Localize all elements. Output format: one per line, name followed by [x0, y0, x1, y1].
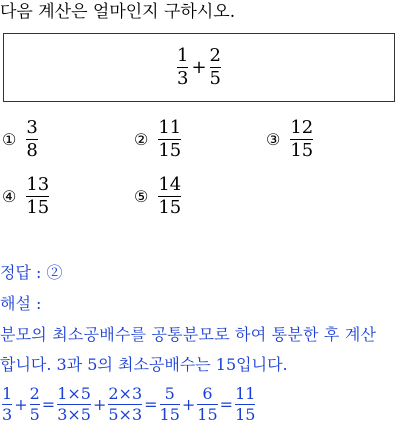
eq-equals-2: = — [144, 394, 158, 414]
choice-4[interactable] — [2, 175, 49, 218]
choice-2-marker: ② — [134, 129, 149, 149]
choice-2[interactable] — [134, 118, 181, 161]
eq-fraction-6: $\frac{6}{15}$ — [197, 384, 218, 424]
choice-2-fraction: $\frac{11}{15}$ — [158, 117, 182, 161]
choice-1-marker: ① — [2, 129, 17, 149]
choice-4-fraction: $\frac{13}{15}$ — [26, 174, 50, 218]
choice-1-fraction: $\frac{3}{8}$ — [26, 117, 38, 161]
choice-1[interactable] — [2, 118, 38, 161]
choice-5-fraction: $\frac{14}{15}$ — [158, 174, 182, 218]
eq-equals-3: = — [219, 394, 234, 414]
eq-plus-1: + — [14, 394, 28, 414]
eq-plus-3: + — [181, 394, 196, 414]
choice-3[interactable] — [266, 118, 313, 161]
answer-label: 정답 : — [0, 263, 42, 282]
answer-value: ② — [46, 263, 63, 282]
eq-fraction-5: $\frac{5}{15}$ — [159, 384, 180, 424]
eq-plus-2: + — [92, 394, 107, 414]
eq-equals-1: = — [41, 394, 56, 414]
explanation-label: 해설 : — [0, 294, 42, 313]
choice-3-fraction: $\frac{12}{15}$ — [290, 117, 314, 161]
choice-5[interactable] — [134, 175, 181, 218]
eq-fraction-2: $\frac{2}{5}$ — [29, 384, 40, 424]
eq-fraction-7: $\frac{11}{15}$ — [235, 384, 256, 424]
fraction-two-fifths: $\frac{2}{5}$ — [209, 45, 221, 89]
choice-5-marker: ⑤ — [134, 186, 149, 206]
eq-fraction-1: $\frac{1}{3}$ — [2, 384, 13, 424]
expression-box — [3, 33, 395, 102]
explanation-line-2: 합니다. 3과 5의 최소공배수는 15입니다. — [0, 355, 288, 374]
eq-fraction-4: $\frac{2\times 3}{5\times 3}$ — [108, 384, 143, 424]
question-text: 다음 계산은 얼마인지 구하시오. — [0, 2, 236, 22]
plus-operator: + — [191, 57, 207, 78]
answer-line — [0, 262, 63, 284]
choice-3-marker: ③ — [266, 129, 281, 149]
choice-4-marker: ④ — [2, 186, 17, 206]
fraction-one-third: $\frac{1}{3}$ — [177, 45, 189, 89]
explanation-equation — [2, 385, 255, 423]
explanation-line-1: 분모의 최소공배수를 공통분모로 하여 통분한 후 계산 — [0, 325, 377, 344]
eq-fraction-3: $\frac{1\times 5}{3\times 5}$ — [57, 384, 91, 424]
